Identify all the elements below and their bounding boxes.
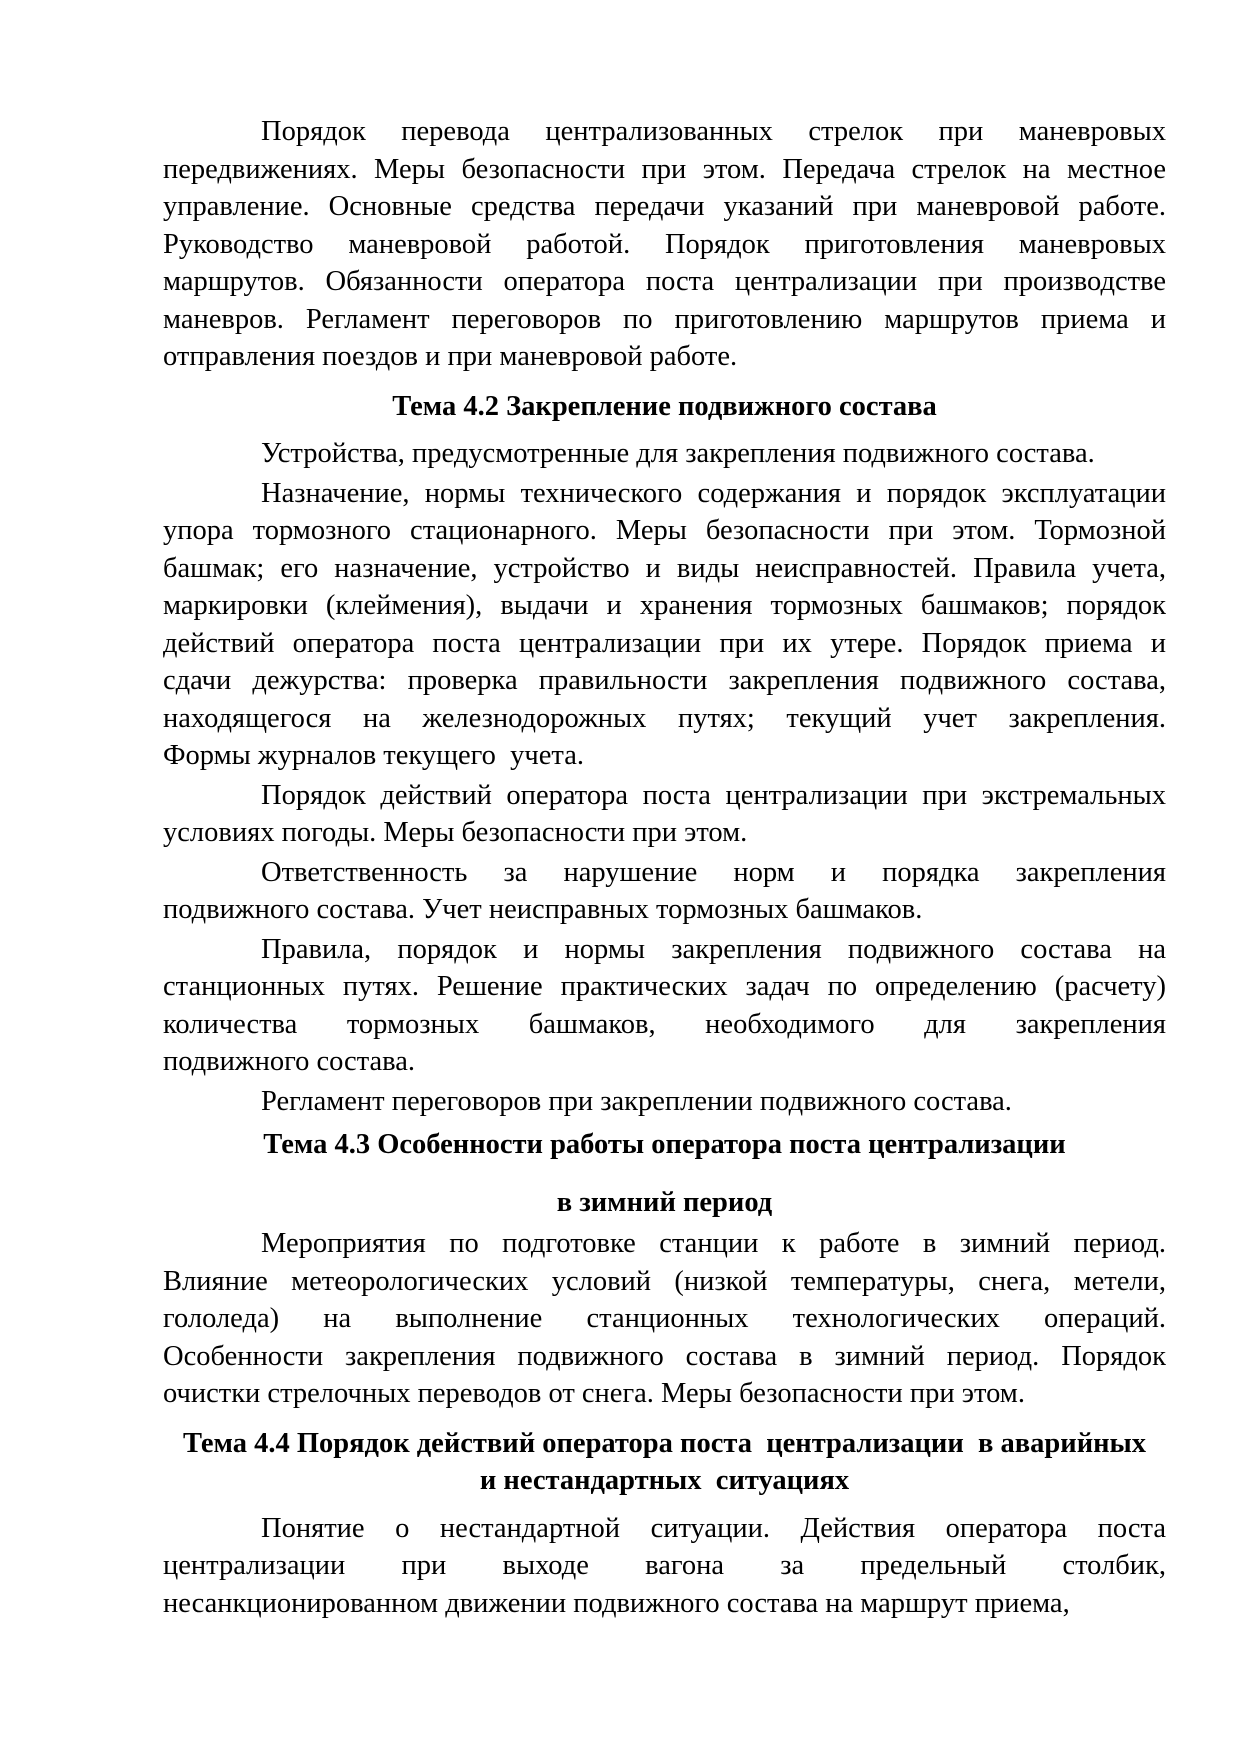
text-line: Назначение, нормы технического содержания и порядок эксплуатации	[261, 477, 1166, 509]
text-line: Понятие о нестандартной ситуации. Действия оператора поста	[261, 1512, 1166, 1544]
document-content	[163, 113, 1166, 1622]
text-line: Порядок действий оператора поста централизации при экстремальных	[261, 779, 1166, 811]
text-line: централизации при выходе вагона за предельный столбик,	[163, 1550, 1166, 1581]
text-line: Влияние метеорологических условий (низкой температуры, снега, метели,	[163, 1265, 1166, 1297]
heading-line: Тема 4.4 Порядок действий оператора поста централизации в аварийных	[182, 1427, 1147, 1459]
text-line: Формы журналов текущего учета.	[163, 740, 584, 771]
text-line: станционных путях. Решение практических задач по определению (расчету)	[163, 971, 1166, 1002]
text-line: Руководство маневровой работой. Порядок приготовления маневровых	[163, 228, 1166, 260]
text-line: маршрутов. Обязанности оператора поста централизации при производстве	[163, 266, 1166, 297]
text-line: Ответственность за нарушение норм и порядка закрепления	[261, 856, 1166, 888]
paragraph-securing-devices	[163, 435, 1166, 473]
heading-line: в зимний период	[556, 1186, 773, 1218]
text-line: подвижного состава. Учет неисправных тормозных башмаков.	[163, 894, 923, 925]
text-line: башмак; его назначение, устройство и виды неисправностей. Правила учета,	[163, 552, 1166, 584]
text-line: отправления поездов и при маневровой работе.	[163, 341, 738, 372]
text-line: очистки стрелочных переводов от снега. Меры безопасности при этом.	[163, 1378, 1025, 1409]
text-line: условиях погоды. Меры безопасности при этом.	[163, 817, 748, 848]
paragraph-switch-operations	[163, 113, 1166, 376]
paragraph-responsibility	[163, 854, 1166, 929]
heading-tema-4-3	[163, 1126, 1166, 1221]
paragraph-emergency-situations	[163, 1510, 1166, 1623]
text-line: Правила, порядок и нормы закрепления подвижного состава на	[261, 933, 1166, 965]
paragraph-securing-norms	[163, 931, 1166, 1081]
text-line: сдачи дежурства: проверка правильности закрепления подвижного состава,	[163, 665, 1166, 696]
text-line: Устройства, предусмотренные для закрепления подвижного состава.	[261, 438, 1095, 469]
heading-tema-4-4	[163, 1425, 1166, 1500]
text-line: несанкционированном движении подвижного состава на маршрут приема,	[163, 1587, 1070, 1619]
text-line: передвижениях. Меры безопасности при этом. Передача стрелок на местное	[163, 153, 1166, 185]
text-line: управление. Основные средства передачи указаний при маневровой работе.	[163, 191, 1166, 222]
paragraph-brake-shoe-rules	[163, 475, 1166, 775]
text-line: гололеда) на выполнение станционных технологических операций.	[163, 1303, 1166, 1334]
text-line: действий оператора поста централизации при их утере. Порядок приема и	[163, 627, 1166, 659]
heading-line: Тема 4.2 Закрепление подвижного состава	[392, 390, 937, 422]
heading-line: Тема 4.3 Особенности работы оператора поста централизации	[263, 1129, 1066, 1160]
paragraph-extreme-weather	[163, 777, 1166, 852]
heading-line: и нестандартных ситуациях	[479, 1465, 850, 1496]
text-line: находящегося на железнодорожных путях; текущий учет закрепления.	[163, 702, 1166, 734]
paragraph-winter-operations	[163, 1225, 1166, 1413]
text-line: подвижного состава.	[163, 1046, 416, 1077]
paragraph-reglament-securing	[163, 1083, 1166, 1121]
text-line: упора тормозного стационарного. Меры безопасности при этом. Тормозной	[163, 515, 1166, 546]
text-line: маневров. Регламент переговоров по приготовлению маршрутов приема и	[163, 303, 1166, 335]
text-line: Особенности закрепления подвижного состава в зимний период. Порядок	[163, 1340, 1166, 1372]
text-line: Порядок перевода централизованных стрелок при маневровых	[261, 116, 1166, 147]
text-line: Регламент переговоров при закреплении подвижного состава.	[261, 1085, 1012, 1117]
heading-tema-4-2	[163, 388, 1166, 426]
text-line: количества тормозных башмаков, необходимого для закрепления	[163, 1008, 1166, 1040]
text-line: маркировки (клеймения), выдачи и хранения тормозных башмаков; порядок	[163, 590, 1166, 621]
text-line: Мероприятия по подготовке станции к работе в зимний период.	[261, 1228, 1166, 1259]
